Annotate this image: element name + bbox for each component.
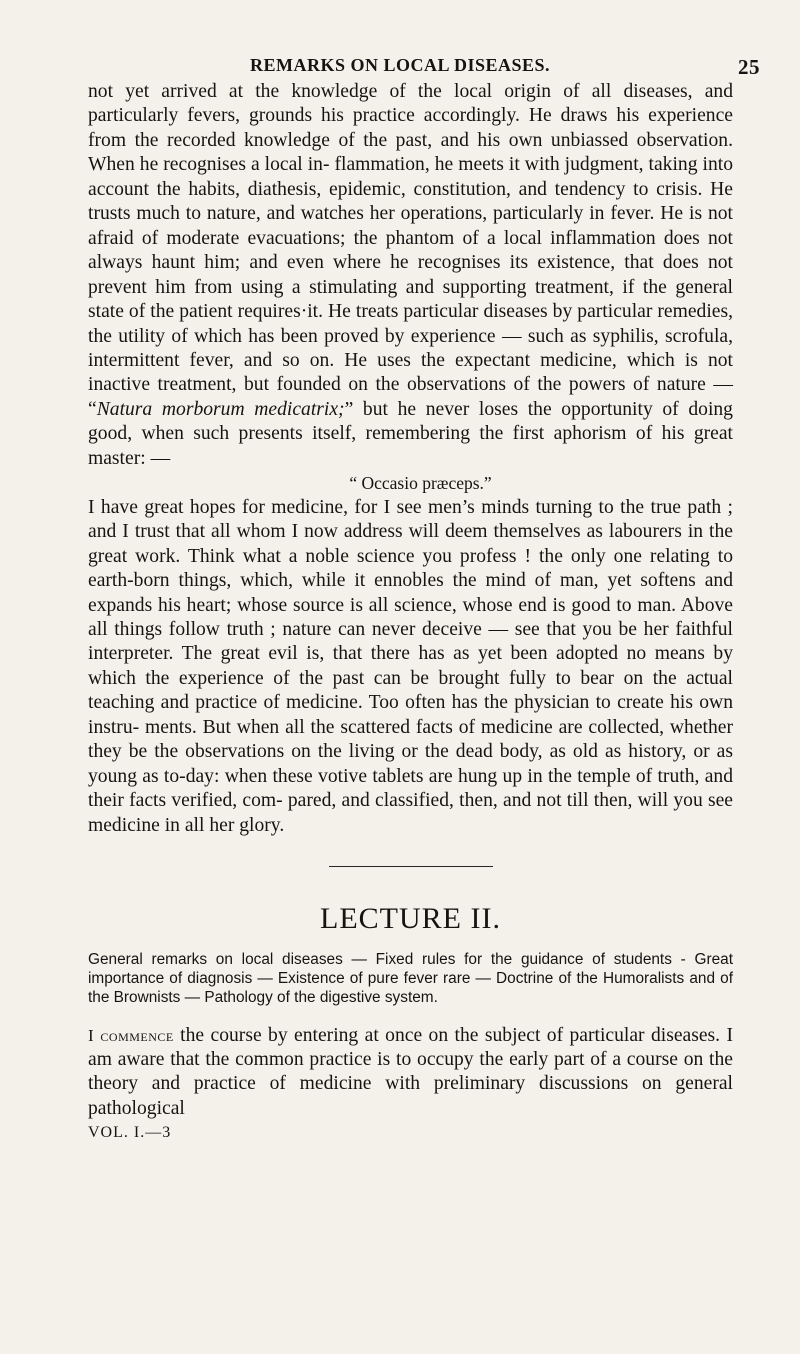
- opening-smallcaps: I commence: [88, 1025, 174, 1045]
- paragraph-hopes: I have great hopes for medicine, for I see men’s minds turning to the true path ; and I trust that all whom I now address will deem themselves as labourers in the great work. Think what a noble science you profess ! the only one relating to earth-born things, which, while it ennobles the mind of man, yet softens and expands his heart; whose source is all science, whose end is good to man. Above all things follow truth ; nature can never deceive — see that you be her faithful interpreter. The great evil is, that there has as yet been adopted no means by which the experience of the past can be brought fully to bear on the actual teaching and practice of medicine. Too often has the physician to create his own instru- ments. But when all the scattered facts of medicine are collected, whether they be the observations on the living or the dead body, as old as history, or as young as to-day: when these votive tablets are hung up in the temple of truth, and their facts verified, com- pared, and classified, then, and not till then, will you see medicine in all her glory.: [88, 496, 733, 836]
- latin-phrase: Natura morborum medicatrix;: [96, 398, 345, 420]
- opening-text: the course by entering at once on the subject of particular diseases. I am aware that the common practice is to occupy the early part of a course on the theory and practice of medicine with preliminary discussions on general pathological: [88, 1024, 733, 1119]
- page-body: [88, 80, 733, 1146]
- page-number: 25: [738, 55, 760, 79]
- lecture-opening-paragraph: [88, 1024, 733, 1122]
- section-divider: [329, 866, 493, 867]
- paragraph-text-b: ” but he never loses the opportunity of doing good, when such presents itself, remembering the first aphorism of his great master: —: [88, 398, 733, 469]
- running-title: REMARKS ON LOCAL DISEASES.: [249, 55, 551, 75]
- paragraph-continued: [88, 80, 733, 471]
- aphorism-quote: “ Occasio præceps.”: [349, 473, 492, 494]
- lecture-summary: General remarks on local diseases — Fixed rules for the guidance of students - Great importance of diagnosis — Existence of pure fever rare — Doctrine of the Humoralists and of the Brownists — Pathology of the digestive system.: [88, 950, 733, 1006]
- signature-mark: VOL. I.—3: [88, 1124, 172, 1142]
- paragraph-text-a: not yet arrived at the knowledge of the local origin of all diseases, and particularly fevers, grounds his practice accordingly. He draws his experience from the recorded knowledge of the past, and his own unbiassed observation. When he recognises a local in- flammation, he meets it with judgment, taking into account the habits, diathesis, epidemic, constitution, and tendency to crisis. He trusts much to nature, and watches her operations, particularly in fever. He is not afraid of moderate evacuations; the phantom of a local inflammation does not always haunt him; and even where he recognises its existence, that does not prevent him from using a stimulating and supporting treatment, if the general state of the patient requires·it. He treats particular diseases by particular remedies, the utility of which has been proved by experience — such as syphilis, scrofula, intermittent fever, and so on. He uses the expectant medicine, which is not inactive treatment, but founded on the observations of the powers of nature — “: [88, 81, 733, 420]
- lecture-heading: LECTURE II.: [320, 902, 501, 936]
